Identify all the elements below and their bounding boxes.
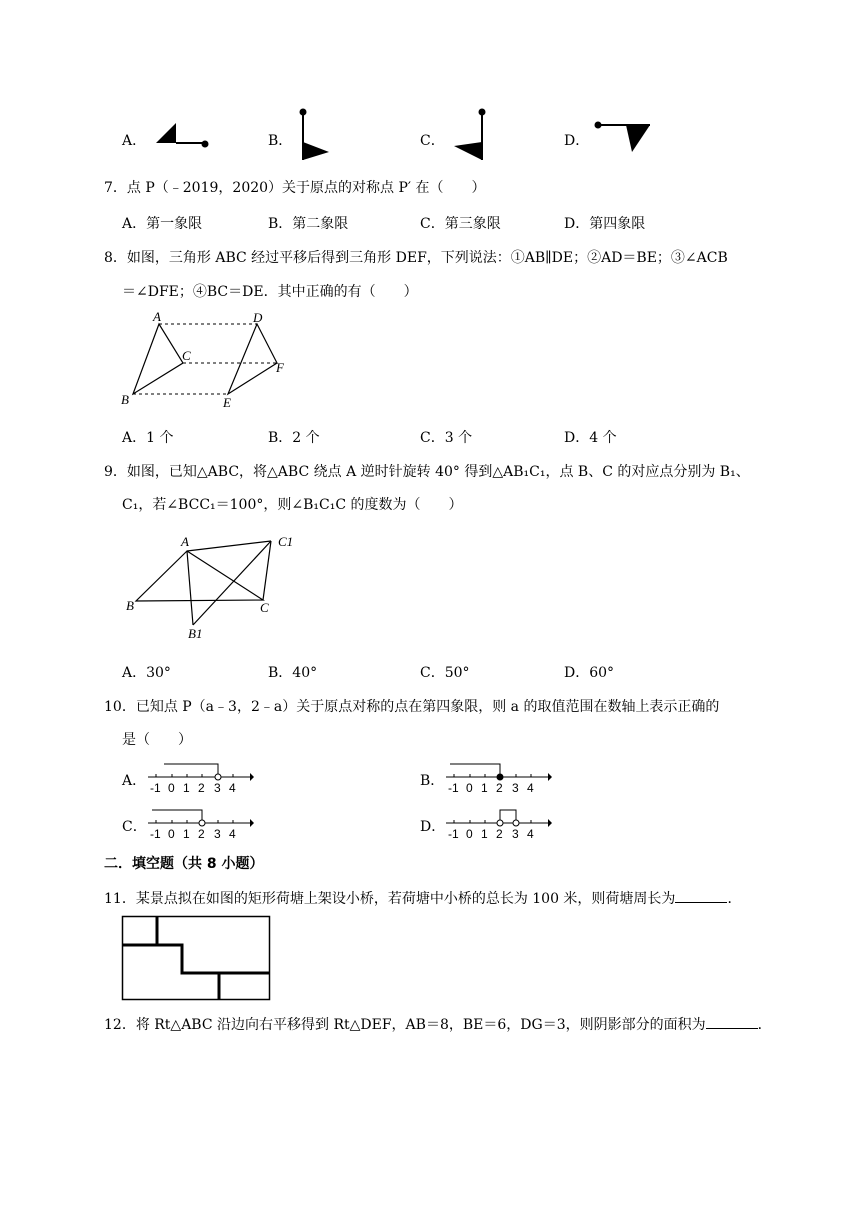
q10d-tick-3: 3 [512, 827, 519, 841]
q10-option-b-label[interactable]: B． [420, 773, 445, 789]
q10d-tick-4: 4 [527, 827, 534, 841]
q10d-tick-1: 1 [481, 827, 488, 841]
q12-text: 12．将 Rt△ABC 沿边向右平移得到 Rt△DEF，AB＝8，BE＝6，DG＝3，则阴影部分的面积为 [104, 1017, 706, 1033]
q9-option-a[interactable]: A．30° [122, 665, 171, 681]
q8-option-b[interactable]: B．2 个 [268, 430, 320, 446]
q10b-tick-m1: -1 [448, 781, 459, 795]
q8-label-d: D [253, 310, 263, 325]
section-title: 二．填空题（共 8 小题） [104, 856, 264, 872]
q6-option-c-figure [446, 106, 490, 168]
q10d-tick-m1: -1 [448, 827, 459, 841]
q8-stem-line2: ＝∠DFE；④BC＝DE．其中正确的有（ ） [122, 284, 418, 300]
q6-option-b-label[interactable]: B． [268, 133, 293, 149]
q7-option-b[interactable]: B．第二象限 [268, 216, 349, 232]
q10-option-b-numberline [444, 760, 554, 796]
q9-label-b1: B1 [188, 626, 203, 641]
q7-stem: 7．点 P（﹣2019，2020）关于原点的对称点 P′ 在（ ） [104, 180, 486, 196]
q8-label-b: B [121, 392, 129, 407]
q9-option-c[interactable]: C．50° [420, 665, 470, 681]
q11-answer-blank[interactable] [675, 888, 727, 903]
q10-option-c-label[interactable]: C． [122, 819, 147, 835]
q10-option-a-numberline [146, 760, 256, 796]
q10-option-a-label[interactable]: A． [122, 773, 147, 789]
q10a-tick-1: 1 [183, 781, 190, 795]
q10-option-d-label[interactable]: D． [420, 819, 446, 835]
q10-stem-line1: 10．已知点 P（a﹣3，2﹣a）关于原点对称的点在第四象限，则 a 的取值范围在数轴上表示正确的 [104, 699, 720, 715]
q10b-tick-3: 3 [512, 781, 519, 795]
q10-option-c-numberline [146, 806, 256, 842]
q10a-tick-0: 0 [168, 781, 175, 795]
q8-label-f: F [276, 360, 284, 375]
q10c-tick-4: 4 [229, 827, 236, 841]
q12-answer-blank[interactable] [706, 1014, 758, 1029]
q8-option-a[interactable]: A．1 个 [122, 430, 174, 446]
q8-option-d[interactable]: D．4 个 [564, 430, 617, 446]
q6-option-d-label[interactable]: D． [564, 133, 590, 149]
q12-stem: 12．将 Rt△ABC 沿边向右平移得到 Rt△DEF，AB＝8，BE＝6，DG＝3，则阴影部分的面积为 ． [104, 1014, 772, 1034]
q9-option-b[interactable]: B．40° [268, 665, 318, 681]
q10b-tick-2: 2 [496, 781, 503, 795]
q10b-tick-1: 1 [481, 781, 488, 795]
q9-label-a: A [181, 534, 189, 549]
q10a-tick-2: 2 [198, 781, 205, 795]
q10d-tick-0: 0 [466, 827, 473, 841]
q6-option-b-figure [294, 106, 338, 168]
q11-text: 11．某景点拟在如图的矩形荷塘上架设小桥，若荷塘中小桥的总长为 100 米，则荷塘周长为 [104, 891, 676, 907]
q10c-tick-1: 1 [183, 827, 190, 841]
q8-label-e: E [223, 395, 231, 410]
q10c-tick-2: 2 [198, 827, 205, 841]
q10c-tick-3: 3 [214, 827, 221, 841]
q6-option-c-label[interactable]: C． [420, 133, 445, 149]
q6-option-d-figure [592, 116, 656, 158]
q7-option-a[interactable]: A．第一象限 [122, 216, 203, 232]
q10a-tick-4: 4 [229, 781, 236, 795]
q10c-tick-0: 0 [168, 827, 175, 841]
q10b-tick-0: 0 [466, 781, 473, 795]
q8-option-c[interactable]: C．3 个 [420, 430, 473, 446]
q8-label-a: A [153, 309, 161, 324]
q10a-tick-3: 3 [214, 781, 221, 795]
q6-option-a-figure [150, 117, 214, 157]
q10d-tick-2: 2 [496, 827, 503, 841]
q8-figure [118, 308, 294, 412]
q7-option-c[interactable]: C．第三象限 [420, 216, 501, 232]
q9-stem-line1: 9．如图，已知△ABC，将△ABC 绕点 A 逆时针旋转 40° 得到△AB₁C₁，点 B、C 的对应点分别为 B₁、 [104, 464, 750, 480]
q11-stem: 11．某景点拟在如图的矩形荷塘上架设小桥，若荷塘中小桥的总长为 100 米，则荷塘周长为 ． [104, 888, 741, 908]
q10-option-d-numberline [444, 806, 554, 842]
q8-stem-line1: 8．如图，三角形 ABC 经过平移后得到三角形 DEF，下列说法：①AB∥DE；②AD＝BE；③∠ACB [104, 250, 728, 266]
q9-figure [118, 528, 304, 646]
q6-option-a-label[interactable]: A． [122, 133, 147, 149]
q10a-tick-m1: -1 [150, 781, 161, 795]
q9-option-d[interactable]: D．60° [564, 665, 615, 681]
q9-label-c1: C1 [278, 534, 294, 549]
q9-stem-line2: C₁，若∠BCC₁＝100°，则∠B₁C₁C 的度数为（ ） [122, 497, 463, 513]
q10b-tick-4: 4 [527, 781, 534, 795]
q9-label-b: B [126, 598, 134, 613]
q10-stem-line2: 是（ ） [122, 732, 192, 748]
q9-label-c: C [260, 600, 269, 615]
q7-option-d[interactable]: D．第四象限 [564, 216, 646, 232]
q10c-tick-m1: -1 [150, 827, 161, 841]
q11-figure [121, 915, 273, 1003]
q8-label-c: C [182, 348, 191, 363]
